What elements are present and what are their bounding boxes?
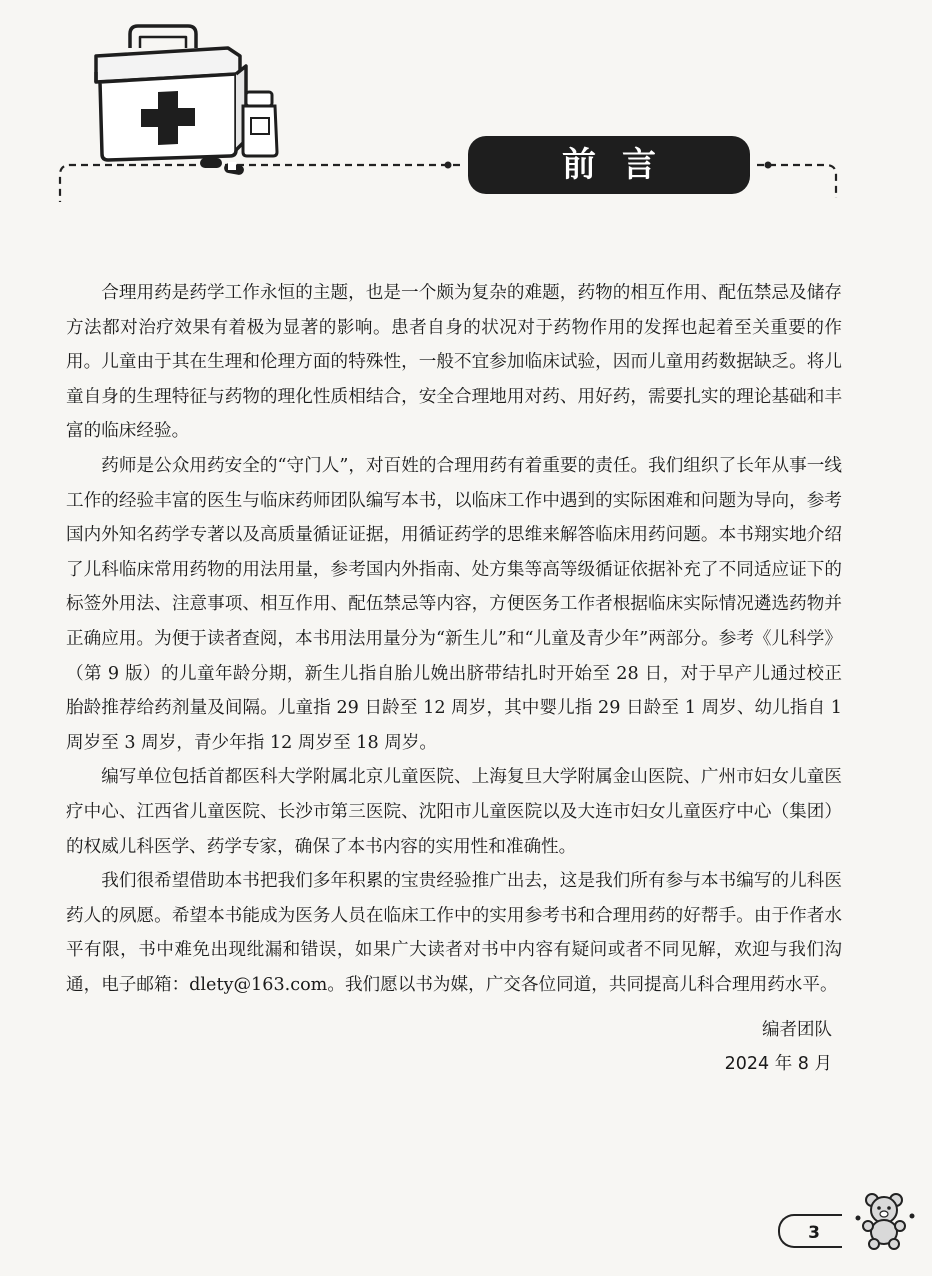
capsule-icon bbox=[200, 158, 245, 176]
first-aid-kit-icon bbox=[96, 26, 246, 160]
page-number: 3 bbox=[778, 1214, 842, 1248]
paragraph: 药师是公众用药安全的“守门人”，对百姓的合理用药有着重要的责任。我们组织了长年从事一线工作的经验丰富的医生与临床药师团队编写本书，以临床工作中遇到的实际困难和问题为导向，参考国内外知名药学专著以及高质量循证证据，用循证药学的思维来解答临床用药问题。本书翔实地介绍了儿科临床常用药物的用法用量，参考国内外指南、处方集等高等级循证依据补充了不同适应证下的标签外用法、注意事项、相互作用、配伍禁忌等内容，方便医务工作者根据临床实际情况遴选药物并正确应用。为便于读者查阅，本书用法用量分为“新生儿”和“儿童及青少年”两部分。参考《儿科学》（第 9 版）的儿童年龄分期，新生儿指自胎儿娩出脐带结扎时开始至 28 日，对于早产儿通过校正胎龄推荐给药剂量及间隔。儿童指 29 日龄至 12 周岁，其中婴儿指 29 日龄至 1 周岁、幼儿指自 1 周岁至 3 周岁，青少年指 12 周岁至 18 周岁。 bbox=[66, 455, 842, 753]
paragraph: 编写单位包括首都医科大学附属北京儿童医院、上海复旦大学附属金山医院、广州市妇女儿童医疗中心、江西省儿童医院、长沙市第三医院、沈阳市儿童医院以及大连市妇女儿童医疗中心（集团）的权威儿科医学、药学专家，确保了本书内容的实用性和准确性。 bbox=[66, 767, 842, 857]
paragraph: 我们很希望借助本书把我们多年积累的宝贵经验推广出去，这是我们所有参与本书编写的儿科医药人的夙愿。希望本书能成为医务人员在临床工作中的实用参考书和合理用药的好帮手。由于作者水平有限，书中难免出现纰漏和错误，如果广大读者对书中内容有疑问或者不同见解，欢迎与我们沟通，电子邮箱：dlety@163.com。我们愿以书为媒，广交各位同道，共同提高儿科合理用药水平。 bbox=[66, 871, 842, 995]
paragraph: 合理用药是药学工作永恒的主题，也是一个颇为复杂的难题，药物的相互作用、配伍禁忌及储存方法都对治疗效果有着极为显著的影响。患者自身的状况对于药物作用的发挥也起着至关重要的作用。儿童由于其在生理和伦理方面的特殊性，一般不宜参加临床试验，因而儿童用药数据缺乏。将儿童自身的生理特征与药物的理化性质相结合，安全合理地用对药、用好药，需要扎实的理论基础和丰富的临床经验。 bbox=[66, 283, 842, 442]
page-title: 前言 bbox=[468, 136, 750, 194]
medicine-bottle-icon bbox=[243, 92, 277, 156]
preface-body bbox=[66, 276, 842, 1002]
teddy-bear-icon bbox=[852, 1186, 916, 1250]
signature-date: 2024 年 8 月 bbox=[724, 1054, 832, 1074]
signature-team: 编者团队 bbox=[762, 1020, 832, 1040]
header-decoration bbox=[0, 0, 932, 220]
